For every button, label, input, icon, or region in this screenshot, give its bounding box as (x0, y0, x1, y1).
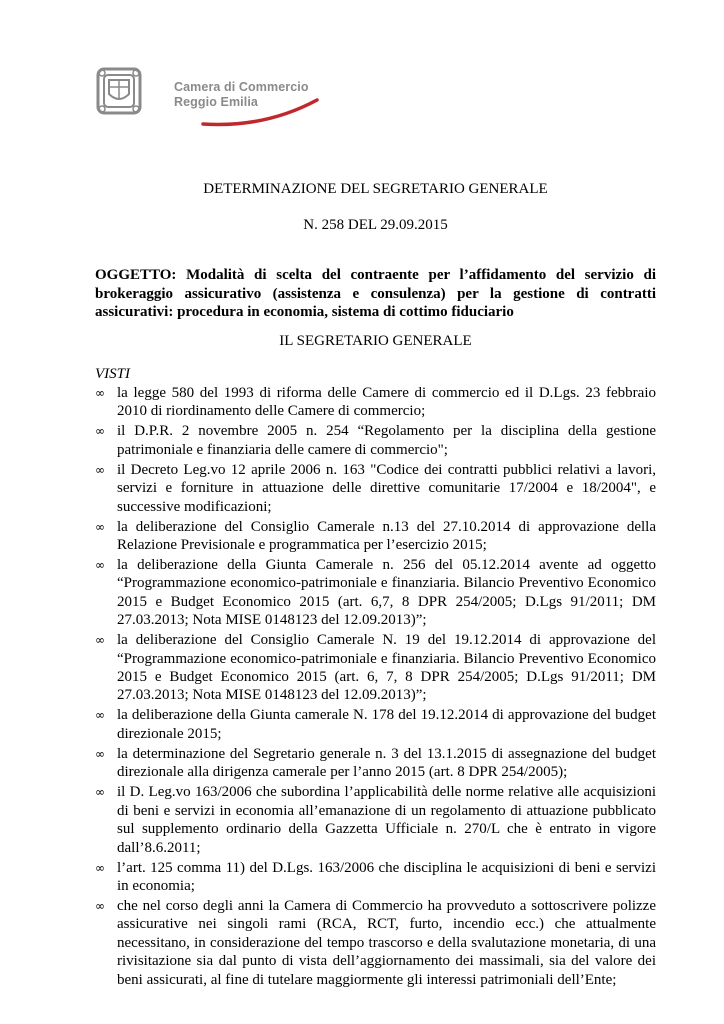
list-item: ∞ la determinazione del Segretario generale n. 3 del 13.1.2015 di assegnazione del budget direzionale alla dirigenza camerale per l’anno 2015 (art. 8 DPR 254/2005); (95, 745, 656, 781)
document-type-heading: DETERMINAZIONE DEL SEGRETARIO GENERALE (203, 181, 548, 197)
visti-list (95, 384, 656, 991)
infinity-bullet-icon: ∞ (95, 386, 105, 400)
infinity-bullet-icon: ∞ (95, 746, 105, 761)
infinity-bullet-icon: ∞ (95, 462, 105, 477)
document-number: N. 258 DEL 29.09.2015 (303, 217, 448, 233)
list-item: ∞ il D. Leg.vo 163/2006 che subordina l’applicabilità delle norme relative alle acquisizioni di beni e servizi in economia all’emanazione di un regolamento di attuazione pubblicato sul supplemento ordinario della Gazzetta Ufficiale n. 270/L che è entrato in vigore dall’8.6.2011; (95, 784, 656, 856)
infinity-bullet-icon: ∞ (95, 898, 105, 913)
list-item: ∞ la deliberazione della Giunta Camerale n. 256 del 05.12.2014 avente ad oggetto “Programmazione economico-patrimoniale e finanziaria. Bilancio Preventivo Economico 2015 e Budget Economico 2015 (art. 6,7, 8 DPR 254/2005; D.Lgs 91/2011; DM 27.03.2013; Nota MISE 0148123 del 12.09.2013)”; (95, 557, 656, 629)
infinity-bullet-icon: ∞ (95, 558, 105, 573)
infinity-bullet-icon: ∞ (95, 424, 105, 439)
infinity-bullet-icon: ∞ (95, 633, 105, 648)
visti-label: VISTI (95, 366, 130, 382)
org-name-line2: Reggio Emilia (174, 95, 258, 109)
list-item: ∞ che nel corso degli anni la Camera di Commercio ha provveduto a sottoscrivere polizze assicurative nei singoli rami (RCA, RCT, furto, incendio ecc.) che attualmente necessitano, in considerazione del tempo trascorso e della svalutazione monetaria, di una rivisitazione sia dal punto di vista dell’aggiornamento dei massimali, sia del valore dei beni assicurati, al fine di tutelare maggiormente gli interessi patrimoniali dell’Ente; (95, 897, 656, 988)
infinity-bullet-icon: ∞ (95, 860, 105, 875)
list-item: ∞ il Decreto Leg.vo 12 aprile 2006 n. 163 "Codice dei contratti pubblici relativi a lavori, servizi e forniture in attuazione delle direttive comunitarie 17/2004 e 18/2004", e successive modificazioni; (95, 461, 656, 515)
list-item: ∞ la deliberazione del Consiglio Camerale N. 19 del 19.12.2014 di approvazione del “Programmazione economico-patrimoniale e finanziaria. Bilancio Preventivo Economico 2015 e Budget Economico 2015 (art. 6, 7, 8 DPR 254/2005; D.Lgs 91/2011; DM 27.03.2013; Nota MISE 0148123 del 12.09.2013)”; (95, 632, 656, 704)
list-item: ∞ il D.P.R. 2 novembre 2005 n. 254 “Regolamento per la disciplina della gestione patrimoniale e finanziaria delle camere di commercio"; (95, 423, 656, 458)
author-heading: IL SEGRETARIO GENERALE (279, 333, 472, 349)
infinity-bullet-icon: ∞ (95, 785, 105, 800)
subject-paragraph: OGGETTO: Modalità di scelta del contraente per l’affidamento del servizio di brokeraggio assicurativo (assistenza e consulenza) per la gestione di contratti assicurativi: procedura in economia, sistema di cottimo fiduciario (95, 267, 656, 320)
list-item: ∞ la deliberazione della Giunta camerale N. 178 del 19.12.2014 di approvazione del budget direzionale 2015; (95, 707, 656, 742)
chamber-logo (95, 66, 320, 141)
org-name-line1: Camera di Commercio (174, 80, 309, 94)
list-item: ∞ la legge 580 del 1993 di riforma delle Camere di commercio ed il D.Lgs. 23 febbraio 2010 di riordinamento delle Camere di commercio; (95, 385, 656, 420)
infinity-bullet-icon: ∞ (95, 519, 105, 534)
infinity-bullet-icon: ∞ (95, 708, 105, 723)
list-item: ∞ la deliberazione del Consiglio Camerale n.13 del 27.10.2014 di approvazione della Relazione Previsionale e programmatica per l’esercizio 2015; (95, 518, 656, 554)
list-item: ∞ l’art. 125 comma 11) del D.Lgs. 163/2006 che disciplina le acquisizioni di beni e servizi in economia; (95, 859, 656, 894)
